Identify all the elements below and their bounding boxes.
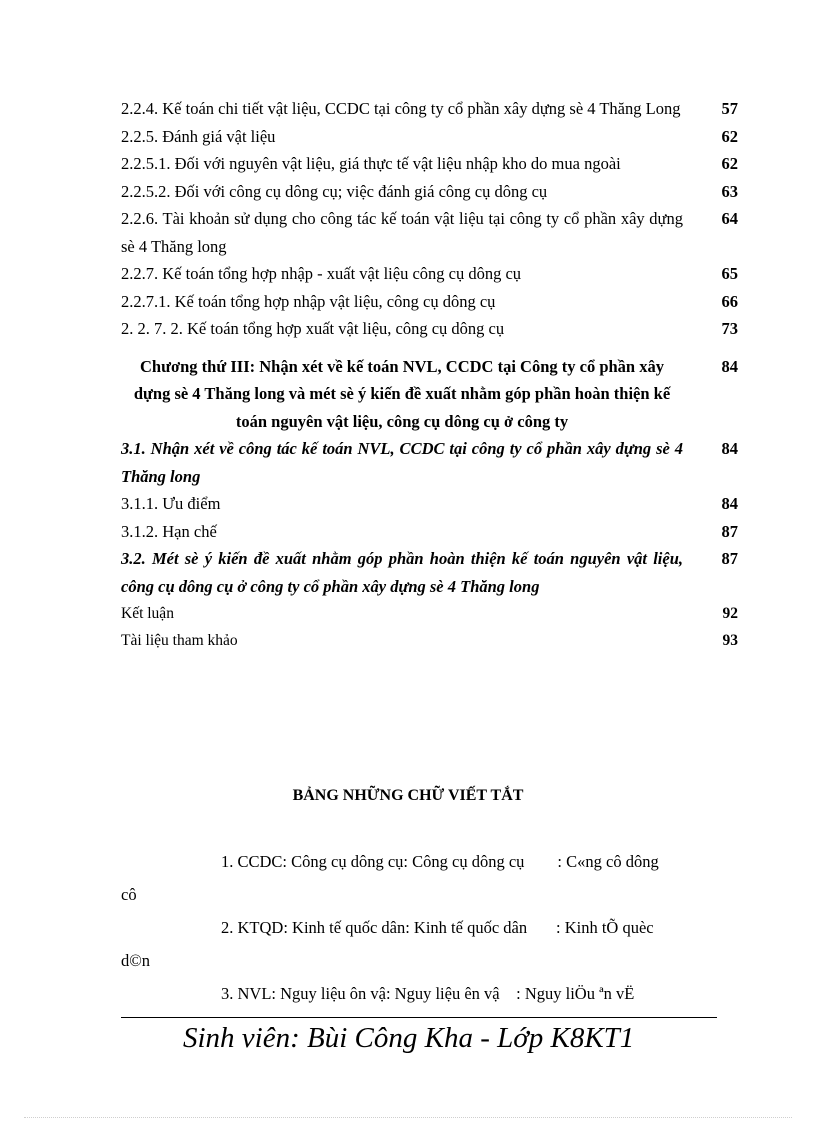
toc-entry [121,518,738,546]
footer-divider [121,1017,717,1018]
toc-entry-page: 62 [721,154,738,173]
toc-entry [121,205,738,260]
toc-entry-title: 3.1.2. Hạn chế [121,521,217,541]
toc-entry [121,123,738,151]
abbreviation-continuation: d©n [121,951,151,970]
toc-entry-title: Kết luận [121,605,174,622]
toc-entry-page: 63 [721,181,738,201]
page-footer: Sinh viên: Bùi Công Kha - Lớp K8KT1 [183,1022,635,1054]
toc-entry [121,600,738,627]
toc-entry-title: 2. 2. 7. 2. Kế toán tổng hợp xuất vật liệu, công cụ dông cụ [121,319,505,338]
toc-entry [121,260,738,288]
toc-entry-page: 73 [721,319,738,338]
toc-entry-title: 2.2.7.1. Kế toán tổng hợp nhập vật liệu, công cụ dông cụ [121,291,496,311]
abbreviation-item [121,911,741,977]
toc-entry [121,490,738,518]
abbreviations-heading: BẢNG NHỮNG CHỮ VIẾT TẮT [292,787,524,804]
toc-entry-title: 2.2.7. Kế toán tổng hợp nhập - xuất vật liệu công cụ dông cụ [121,264,522,283]
toc-entry-page: 84 [721,439,738,458]
toc-section-title: 3.2. Mét sè ý kiến đề xuất nhằm góp phần hoàn thiện kế toán nguyên vật liệu, công cụ dông cụ ở công ty cổ phần xây dựng sè 4 Thăng long [121,549,683,596]
toc-entry-page: 93 [722,632,738,649]
toc-entry-title: 2.2.5.2. Đối với công cụ dông cụ; việc đánh giá công cụ dông cụ [121,181,548,201]
toc-section-entry [121,435,738,490]
toc-entry-page: 87 [721,549,738,568]
toc-entry-page: 64 [721,209,738,228]
page-bottom-border [24,1117,792,1118]
toc-entry [121,315,738,343]
toc-chapter-title: Chương thứ III: Nhận xét về kế toán NVL, CCDC tại Công ty cổ phần xây dựng sè 4 Thăng long và mét sè ý kiến đề xuất nhằm góp phần hoàn thiện kế toán nguyên vật liệu, công cụ dông cụ ở công ty [133,356,671,431]
abbreviation-line: 2. KTQD: Kinh tế quốc dân: Kinh tế quốc dân : Kinh tÕ quèc [221,918,654,937]
toc-entry-title: 3.1.1. Ưu điểm [121,494,221,513]
toc-entry-title: Tài liệu tham khảo [121,632,238,649]
toc-entry-page: 84 [721,494,738,513]
toc-entry [121,288,738,316]
toc-entry [121,178,738,206]
toc-section-title: 3.1. Nhận xét về công tác kế toán NVL, CCDC tại công ty cổ phần xây dựng sè 4 Thăng long [121,439,683,486]
toc-entry-page: 62 [721,126,738,146]
toc-entry-page: 57 [721,99,738,118]
toc-entry-title: 2.2.4. Kế toán chi tiết vật liệu, CCDC tại công ty cổ phần xây dựng sè 4 Thăng Long [121,99,681,118]
toc-entry-page: 66 [721,291,738,311]
toc-entry-page: 84 [721,356,738,376]
toc-entry [121,150,738,178]
toc-entry [121,627,738,654]
abbreviation-item [121,845,741,911]
toc-entry-page: 92 [722,605,738,622]
abbreviation-line: 1. CCDC: Công cụ dông cụ: Công cụ dông cụ : C«ng cô dông [221,852,659,871]
toc-entry-page: 65 [721,264,738,283]
spacer [121,343,738,353]
toc-entry [121,95,738,123]
table-of-contents [121,95,738,654]
toc-chapter-entry [121,353,738,436]
toc-entry-title: 2.2.5. Đánh giá vật liệu [121,126,276,146]
abbreviation-line: 3. NVL: Nguy liệu ôn vậ: Nguy liệu ên vậ : Nguy liÖu ªn vË [221,984,635,1003]
toc-entry-title: 2.2.5.1. Đối với nguyên vật liệu, giá thực tế vật liệu nhập kho do mua ngoài [121,154,621,173]
abbreviation-continuation: cô [121,885,137,904]
abbreviation-item [121,977,741,1010]
toc-entry-title: 2.2.6. Tài khoản sử dụng cho công tác kế toán vật liệu tại công ty cổ phần xây dựng sè 4 Thăng long [121,209,683,256]
toc-entry-page: 87 [721,521,738,541]
toc-section-entry [121,545,738,600]
